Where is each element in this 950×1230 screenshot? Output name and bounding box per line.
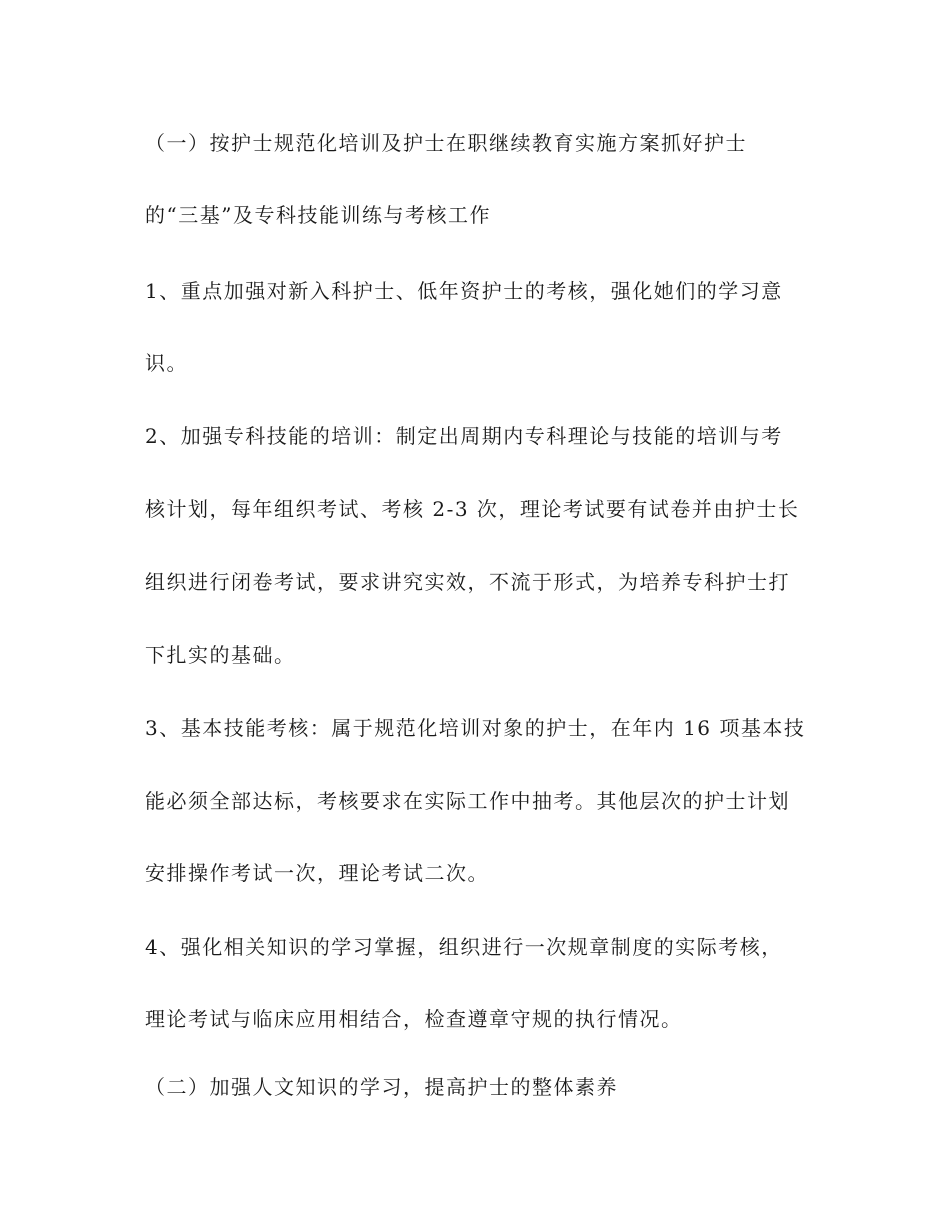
item-2-line-2: 核计划，每年组织考试、考核 2-3 次，理论考试要有试卷并由护士长 bbox=[145, 497, 800, 521]
item-2-line-1: 2、加强专科技能的培训：制定出周期内专科理论与技能的培训与考 bbox=[145, 424, 783, 448]
section-heading-1-line-2: 的“三基”及专科技能训练与考核工作 bbox=[145, 203, 491, 227]
item-2-line-3: 组织进行闭卷考试，要求讲究实效，不流于形式，为培养专科护士打 bbox=[145, 570, 790, 594]
item-4-line-1: 4、强化相关知识的学习掌握，组织进行一次规章制度的实际考核， bbox=[145, 935, 783, 959]
section-heading-1-line-1: （一）按护士规范化培训及护士在职继续教育实施方案抓好护士 bbox=[145, 131, 747, 155]
item-3-line-3: 安排操作考试一次，理论考试二次。 bbox=[145, 861, 489, 885]
item-4-line-2: 理论考试与临床应用相结合，检查遵章守规的执行情况。 bbox=[145, 1007, 683, 1031]
item-1-line-2: 识。 bbox=[145, 351, 188, 375]
item-3-line-1: 3、基本技能考核：属于规范化培训对象的护士，在年内 16 项基本技 bbox=[145, 716, 806, 740]
item-1-line-1: 1、重点加强对新入科护士、低年资护士的考核，强化她们的学习意 bbox=[145, 279, 783, 303]
item-2-line-4: 下扎实的基础。 bbox=[145, 643, 296, 667]
item-3-line-2: 能必须全部达标，考核要求在实际工作中抽考。其他层次的护士计划 bbox=[145, 789, 790, 813]
section-heading-2: （二）加强人文知识的学习，提高护士的整体素养 bbox=[145, 1075, 618, 1099]
